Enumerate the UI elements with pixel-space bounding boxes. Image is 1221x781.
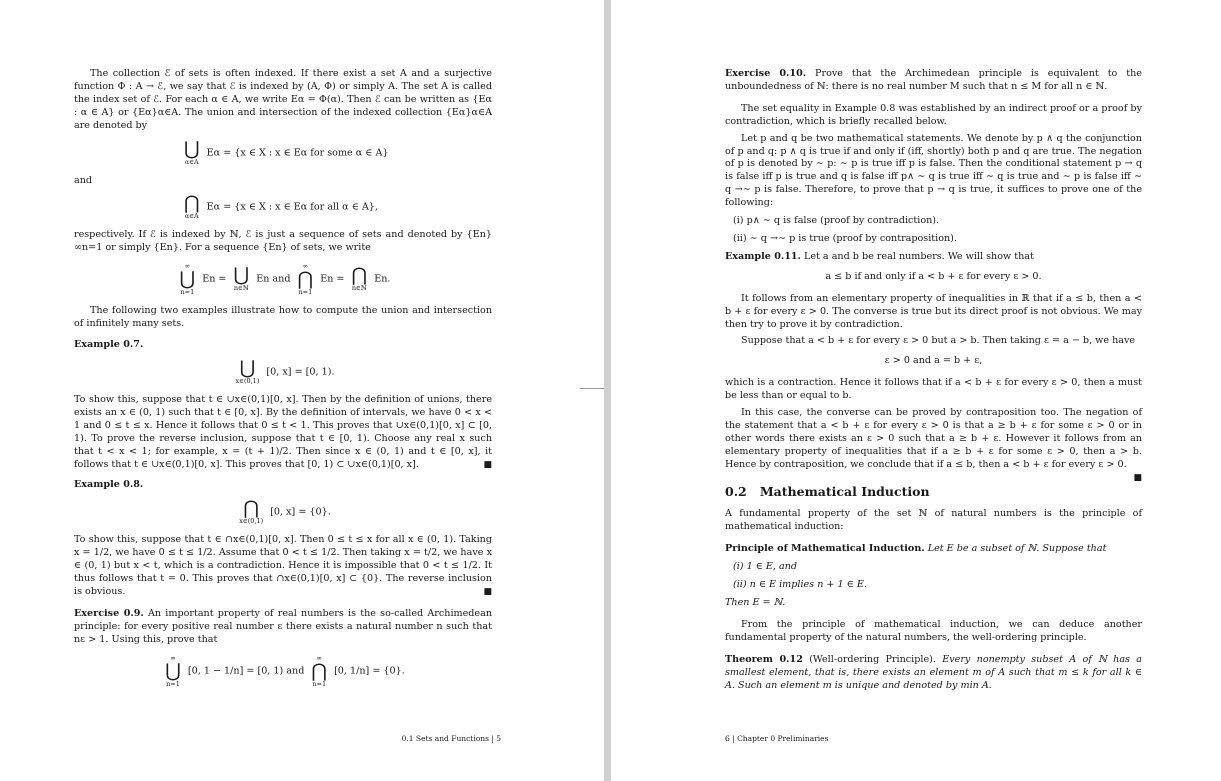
list-item: (ii) ∼ q →∼ p is true (proof by contraposition). xyxy=(733,232,957,244)
equation-exercise-09: ∞ ⋃ n=1 [0, 1 − 1/n] = [0, 1) and ∞ ⋂ n=1 [0, 1/n] = {0}. xyxy=(165,653,405,688)
principle-statement: Principle of Mathematical Induction. Let E be a subset of ℕ. Suppose that xyxy=(725,543,1107,555)
equation-intersection: ⋂ α∈A Eα = {x ∈ X : x ∈ Eα for all α ∈ A}, xyxy=(184,192,378,221)
gutter-marker xyxy=(580,388,604,389)
equation-sequence: ∞ ⋃ n=1 En = ⋃ n∈ℕ En and ∞ ⋂ n=1 En = ⋂ n∈ℕ En. xyxy=(179,262,391,297)
equation-example-11b: ε > 0 and a = b + ε, xyxy=(884,355,983,367)
theorem-0-12: Theorem 0.12 (Well-ordering Principle). Every nonempty subset A of ℕ has a smallest element, that is, there exists an element m of A such that m ≤ k for all k ∈ A. Such an element m is unique and denoted by min A. xyxy=(725,653,1142,691)
left-page xyxy=(0,0,604,781)
qed-icon: ■ xyxy=(1133,472,1142,483)
example-body: To show this, suppose that t ∈ ∪x∈(0,1)[0, x]. Then by the definition of unions, there exists an x ∈ (0, 1) such that t ∈ [0, x]. By the definition of intervals, we have 0 < x < 1 and 0 ≤ t ≤ x. Hence it follows that 0 ≤ t < 1. This proves that ∪x∈(0,1)[0, x] ⊂ [0, 1). To prove the reverse inclusion, suppose that t ∈ [0, 1). Choose any real x such that t < x < 1; for example, x = (t + 1)/2. Then since x ∈ (0, 1) and t ∈ [0, x], it follows that t ∈ ∪x∈(0,1)[0, x]. This proves that [0, 1) ⊂ ∪x∈(0,1)[0, x]. ■ xyxy=(74,393,492,470)
list-item: (i) 1 ∈ E, and xyxy=(733,561,798,573)
principle-conclusion: Then E = ℕ. xyxy=(725,597,786,608)
page-gutter xyxy=(604,0,611,781)
equation-example-08: ⋂ x∈(0,1) [0, x] = {0}. xyxy=(239,497,331,526)
paragraph: respectively. If ℰ is indexed by ℕ, ℰ is just a sequence of sets and denoted by {En}∞n=1 or simply {En}. For a sequence {En} of sets, we write xyxy=(74,229,492,254)
paragraph: Suppose that a < b + ε for every ε > 0 but a > b. Then taking ε = a − b, we have xyxy=(741,335,1136,347)
paragraph: Let p and q be two mathematical statements. We denote by p ∧ q the conjunction of p and q: p ∧ q is true if and only if (iff, shortly) both p and q are true. The negation of p is denoted by ∼ p: ∼ p is true iff p is false. Then the conditional statement p → q is false iff p is true and q is false iff p∧ ∼ q is true iff ∼ q is true and ∼ p is false iff ∼ q →∼ p is false. Therefore, to prove that p → q is true, it suffices to prove one of the following: xyxy=(725,132,1142,209)
paragraph: It follows from an elementary property of inequalities in ℝ that if a ≤ b, then a < b + ε for every ε > 0. The converse is true but its direct proof is not obvious. We may then try to prove it by contradiction. xyxy=(725,292,1142,330)
exercise-10: Exercise 0.10. Prove that the Archimedean principle is equivalent to the unboundedness of ℕ: there is no real number M such that n ≤ M for all n ∈ ℕ. xyxy=(725,68,1142,92)
paragraph: The collection ℰ of sets is often indexed. If there exist a set A and a surjective function Φ : A → ℰ, we say that ℰ is indexed by (A, Φ) or simply A. The set A is called the index set of ℰ. For each α ∈ A, we write Eα = Φ(α). Then ℰ can be written as {Eα : α ∈ A} or {Eα}α∈A. The union and intersection of the indexed collection {Eα}α∈A are denoted by xyxy=(74,68,492,131)
qed-icon: ■ xyxy=(483,459,492,470)
page-footer: 0.1 Sets and Functions | 5 xyxy=(401,734,501,744)
exercise-09: Exercise 0.9. An important property of real numbers is the so-called Archimedean principle: for every positive real number ε there exists a natural number n such that nε > 1. Using this, prove that xyxy=(74,607,492,645)
example-body: To show this, suppose that t ∈ ∩x∈(0,1)[0, x]. Then 0 ≤ t ≤ x for all x ∈ (0, 1). Taking x = 1/2, we have 0 ≤ t ≤ 1/2. Assume that 0 < t ≤ 1/2. Then taking x = t/2, we have x ∈ (0, 1) but x < t, which is a contradiction. Hence it is impossible that 0 < t ≤ 1/2. It thus follows that t = 0. This proves that ∩x∈(0,1)[0, x] ⊂ {0}. The reverse inclusion is obvious. ■ xyxy=(74,534,492,597)
paragraph: which is a contraction. Hence it follows that if a < b + ε for every ε > 0, then a must be less than or equal to b. xyxy=(725,377,1142,402)
page-footer: 6 | Chapter 0 Preliminaries xyxy=(725,734,829,744)
paragraph: A fundamental property of the set ℕ of natural numbers is the principle of mathematical induction: xyxy=(725,508,1142,533)
intersection-operator: ⋂ α∈A xyxy=(184,192,200,221)
equation-union: ⋃ α∈A Eα = {x ∈ X : x ∈ Eα for some α ∈ A} xyxy=(184,137,389,166)
paragraph: The following two examples illustrate how to compute the union and intersection of infinitely many sets. xyxy=(74,305,492,330)
equation-example-11: a ≤ b if and only if a < b + ε for every ε > 0. xyxy=(825,270,1042,282)
example-title: Example 0.8. xyxy=(74,479,144,491)
list-item: (i) p∧ ∼ q is false (proof by contradiction). xyxy=(733,215,940,227)
paragraph: The set equality in Example 0.8 was established by an indirect proof or a proof by contradiction, which is briefly recalled below. xyxy=(725,102,1142,127)
example-11: Example 0.11. Let a and b be real numbers. We will show that xyxy=(725,250,1034,262)
and-text: and xyxy=(74,174,93,186)
list-item: (ii) n ∈ E implies n + 1 ∈ E. xyxy=(733,579,867,591)
section-heading: 0.2 Mathematical Induction xyxy=(725,483,930,499)
qed-icon: ■ xyxy=(483,586,492,597)
equation-example-07: ⋃ x∈(0,1) [0, x] = [0, 1). xyxy=(235,356,335,385)
paragraph: In this case, the converse can be proved by contraposition too. The negation of the statement that a < b + ε for every ε > 0 is that a ≥ b + ε for some ε > 0 or in other words there exists an ε > 0 such that a ≥ b + ε. However it follows from an elementary property of inequalities that if a ≥ b + ε for some ε > 0, then a > b. Hence by contraposition, we conclude that if a ≤ b, then a < b + ε for every ε > 0. ■ xyxy=(725,407,1142,483)
paragraph: From the principle of mathematical induction, we can deduce another fundamental property of the natural numbers, the well-ordering principle. xyxy=(725,618,1142,643)
example-title: Example 0.7. xyxy=(74,339,144,351)
right-page xyxy=(611,0,1221,781)
union-operator: ⋃ α∈A xyxy=(184,137,200,166)
